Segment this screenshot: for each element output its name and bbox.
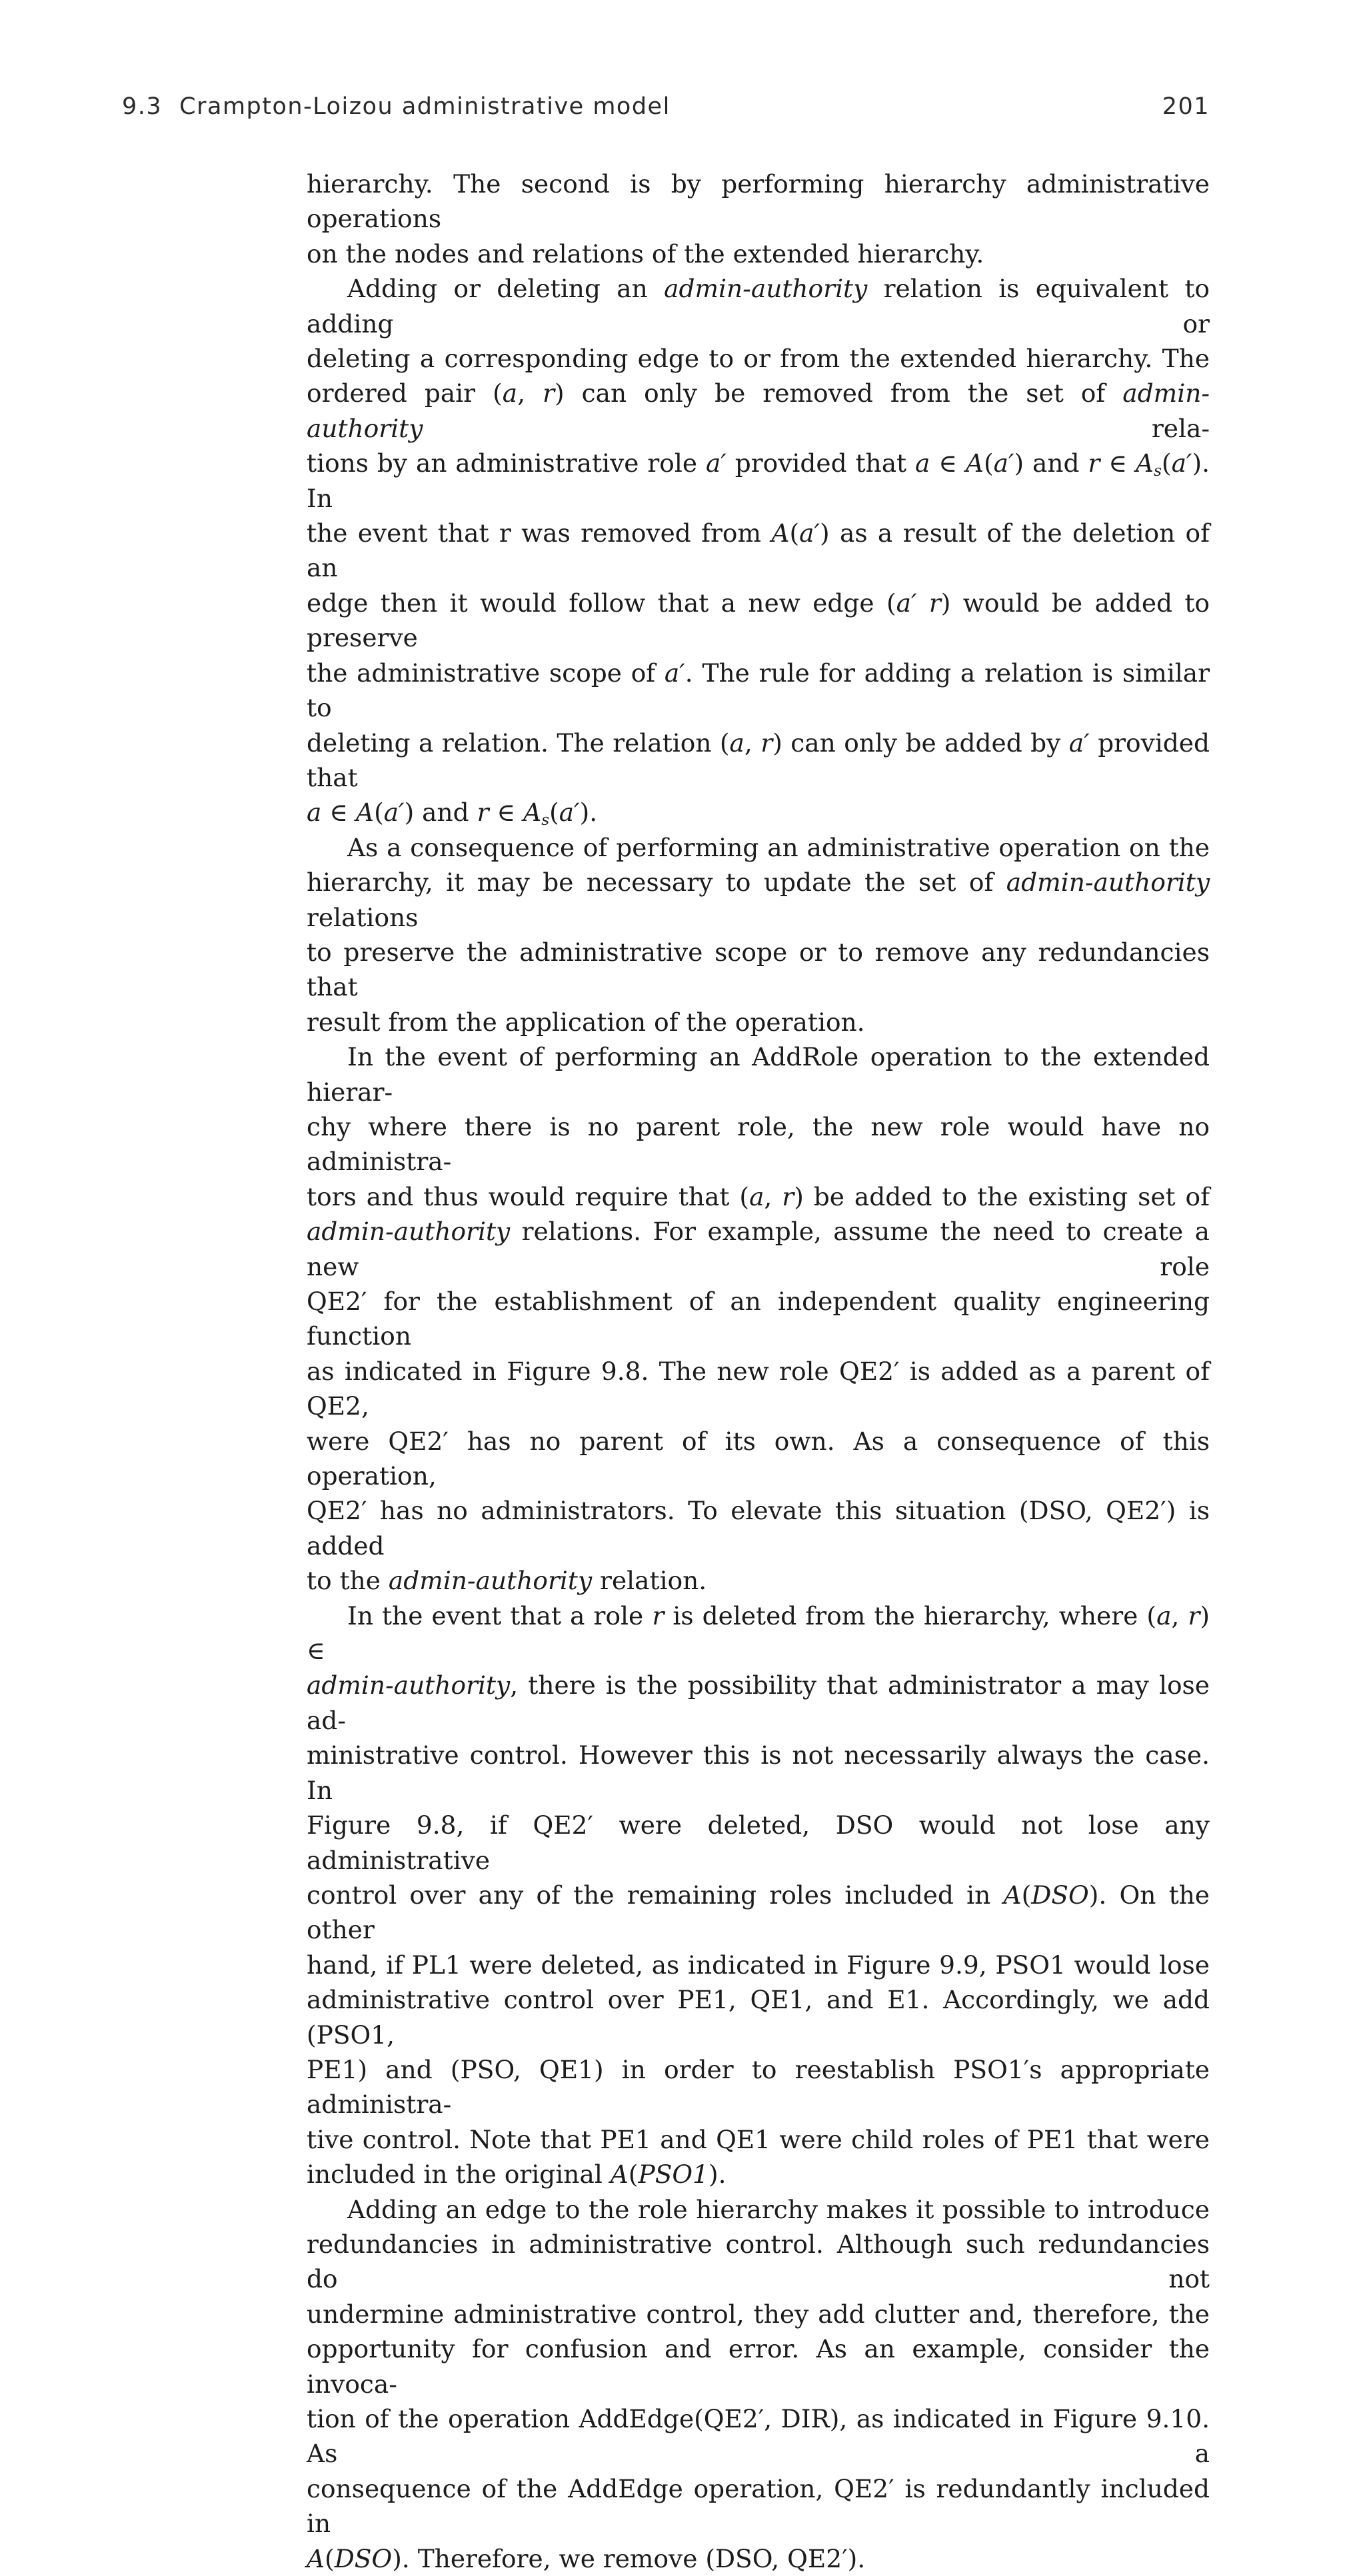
text-line: as indicated in Figure 9.8. The new role QE2′ is added as a parent of QE2,	[307, 1356, 1210, 1421]
running-head	[122, 93, 1210, 125]
text-line: Figure 9.8, if QE2′ were deleted, DSO would not lose any administrative	[307, 1810, 1210, 1875]
text-line: In the event that a role r is deleted from the hierarchy, where (a, r) ∈	[307, 1601, 1210, 1666]
text-line: deleting a relation. The relation (a, r) can only be added by a′ provided that	[307, 728, 1210, 792]
section-number: 9.3	[122, 93, 163, 120]
text-line: admin-authority, there is the possibility that administrator a may lose ad-	[307, 1670, 1210, 1735]
text-line: redundancies in administrative control. Although such redundancies do not	[307, 2229, 1210, 2294]
text-line: admin-authority relations. For example, assume the need to create a new role	[307, 1217, 1210, 1281]
text-line: tors and thus would require that (a, r) be added to the existing set of	[307, 1181, 1210, 1211]
text-line: chy where there is no parent role, the new role would have no administra-	[307, 1111, 1210, 1177]
text-line: hand, if PL1 were deleted, as indicated in Figure 9.9, PSO1 would lose	[307, 1950, 1210, 1980]
text-line: tions by an administrative role a′ provided that a ∈ A(a′) and r ∈ $A_s(a')$. In	[307, 448, 1210, 513]
text-line: included in the original A(PSO1).	[307, 2160, 726, 2190]
section-heading	[122, 93, 671, 120]
text-line: Adding an edge to the role hierarchy makes it possible to introduce	[347, 2194, 1210, 2224]
paragraph	[307, 830, 1210, 1039]
paragraph	[307, 2192, 1210, 2576]
text-line: were QE2′ has no parent of its own. As a consequence of this operation,	[307, 1426, 1210, 1491]
paragraph	[307, 1599, 1210, 2192]
text-line: administrative control over PE1, QE1, and E1. Accordingly, we add (PSO1,	[307, 1985, 1210, 2050]
text-line: ministrative control. However this is not necessarily always the case. In	[307, 1740, 1210, 1805]
text-line: edge then it would follow that a new edge (a′ r) would be added to preserve	[307, 588, 1210, 653]
text-line: In the event of performing an AddRole operation to the extended hierar-	[307, 1042, 1210, 1107]
text-line: hierarchy, it may be necessary to update the set of admin-authority relations	[307, 868, 1210, 932]
text-line: to the admin-authority relation.	[307, 1566, 707, 1596]
text-line: undermine administrative control, they add clutter and, therefore, the	[307, 2299, 1210, 2329]
text-line: consequence of the AddEdge operation, QE2′ is redundantly included in	[307, 2473, 1210, 2539]
text-line: the administrative scope of a′. The rule for adding a relation is similar to	[307, 658, 1210, 723]
text-line: control over any of the remaining roles included in A(DSO). On the other	[307, 1880, 1210, 1945]
text-line: A(DSO). Therefore, we remove (DSO, QE2′).	[307, 2543, 866, 2573]
text-line: QE2′ for the establishment of an independent quality engineering function	[307, 1287, 1210, 1351]
text-line: hierarchy. The second is by performing hierarchy administrative operations	[307, 169, 1210, 234]
text-line: opportunity for confusion and error. As an example, consider the invoca-	[307, 2334, 1210, 2399]
text-line: Adding or deleting an admin-authority relation is equivalent to adding or	[307, 274, 1210, 338]
text-line: a ∈ A(a′) and r ∈ $A_s(a')$.	[307, 798, 598, 830]
text-line: the event that r was removed from A(a′) as a result of the deletion of an	[307, 518, 1210, 583]
text-line: PE1) and (PSO, QE1) in order to reestablish PSO1′s appropriate administra-	[307, 2054, 1210, 2120]
text-line: tion of the operation AddEdge(QE2′, DIR), as indicated in Figure 9.10. As a	[307, 2404, 1210, 2469]
text-line: on the nodes and relations of the extended hierarchy.	[307, 239, 984, 269]
text-line: As a consequence of performing an administrative operation on the	[347, 832, 1210, 862]
paragraph	[307, 1039, 1210, 1599]
text-line: tive control. Note that PE1 and QE1 were child roles of PE1 that were	[307, 2124, 1210, 2154]
text-line: ordered pair (a, r) can only be removed from the set of admin-authority rela-	[307, 378, 1210, 443]
text-line: to preserve the administrative scope or to remove any redundancies that	[307, 937, 1210, 1002]
text-line: result from the application of the operation.	[307, 1007, 865, 1037]
section-title: Crampton-Loizou administrative model	[179, 93, 671, 120]
page-number: 201	[1162, 93, 1210, 120]
text-line: deleting a corresponding edge to or from the extended hierarchy. The	[307, 344, 1210, 374]
text-line: QE2′ has no administrators. To elevate this situation (DSO, QE2′) is added	[307, 1496, 1210, 1561]
paragraph	[307, 271, 1210, 830]
body-text	[307, 167, 1210, 2576]
paragraph	[307, 167, 1210, 271]
